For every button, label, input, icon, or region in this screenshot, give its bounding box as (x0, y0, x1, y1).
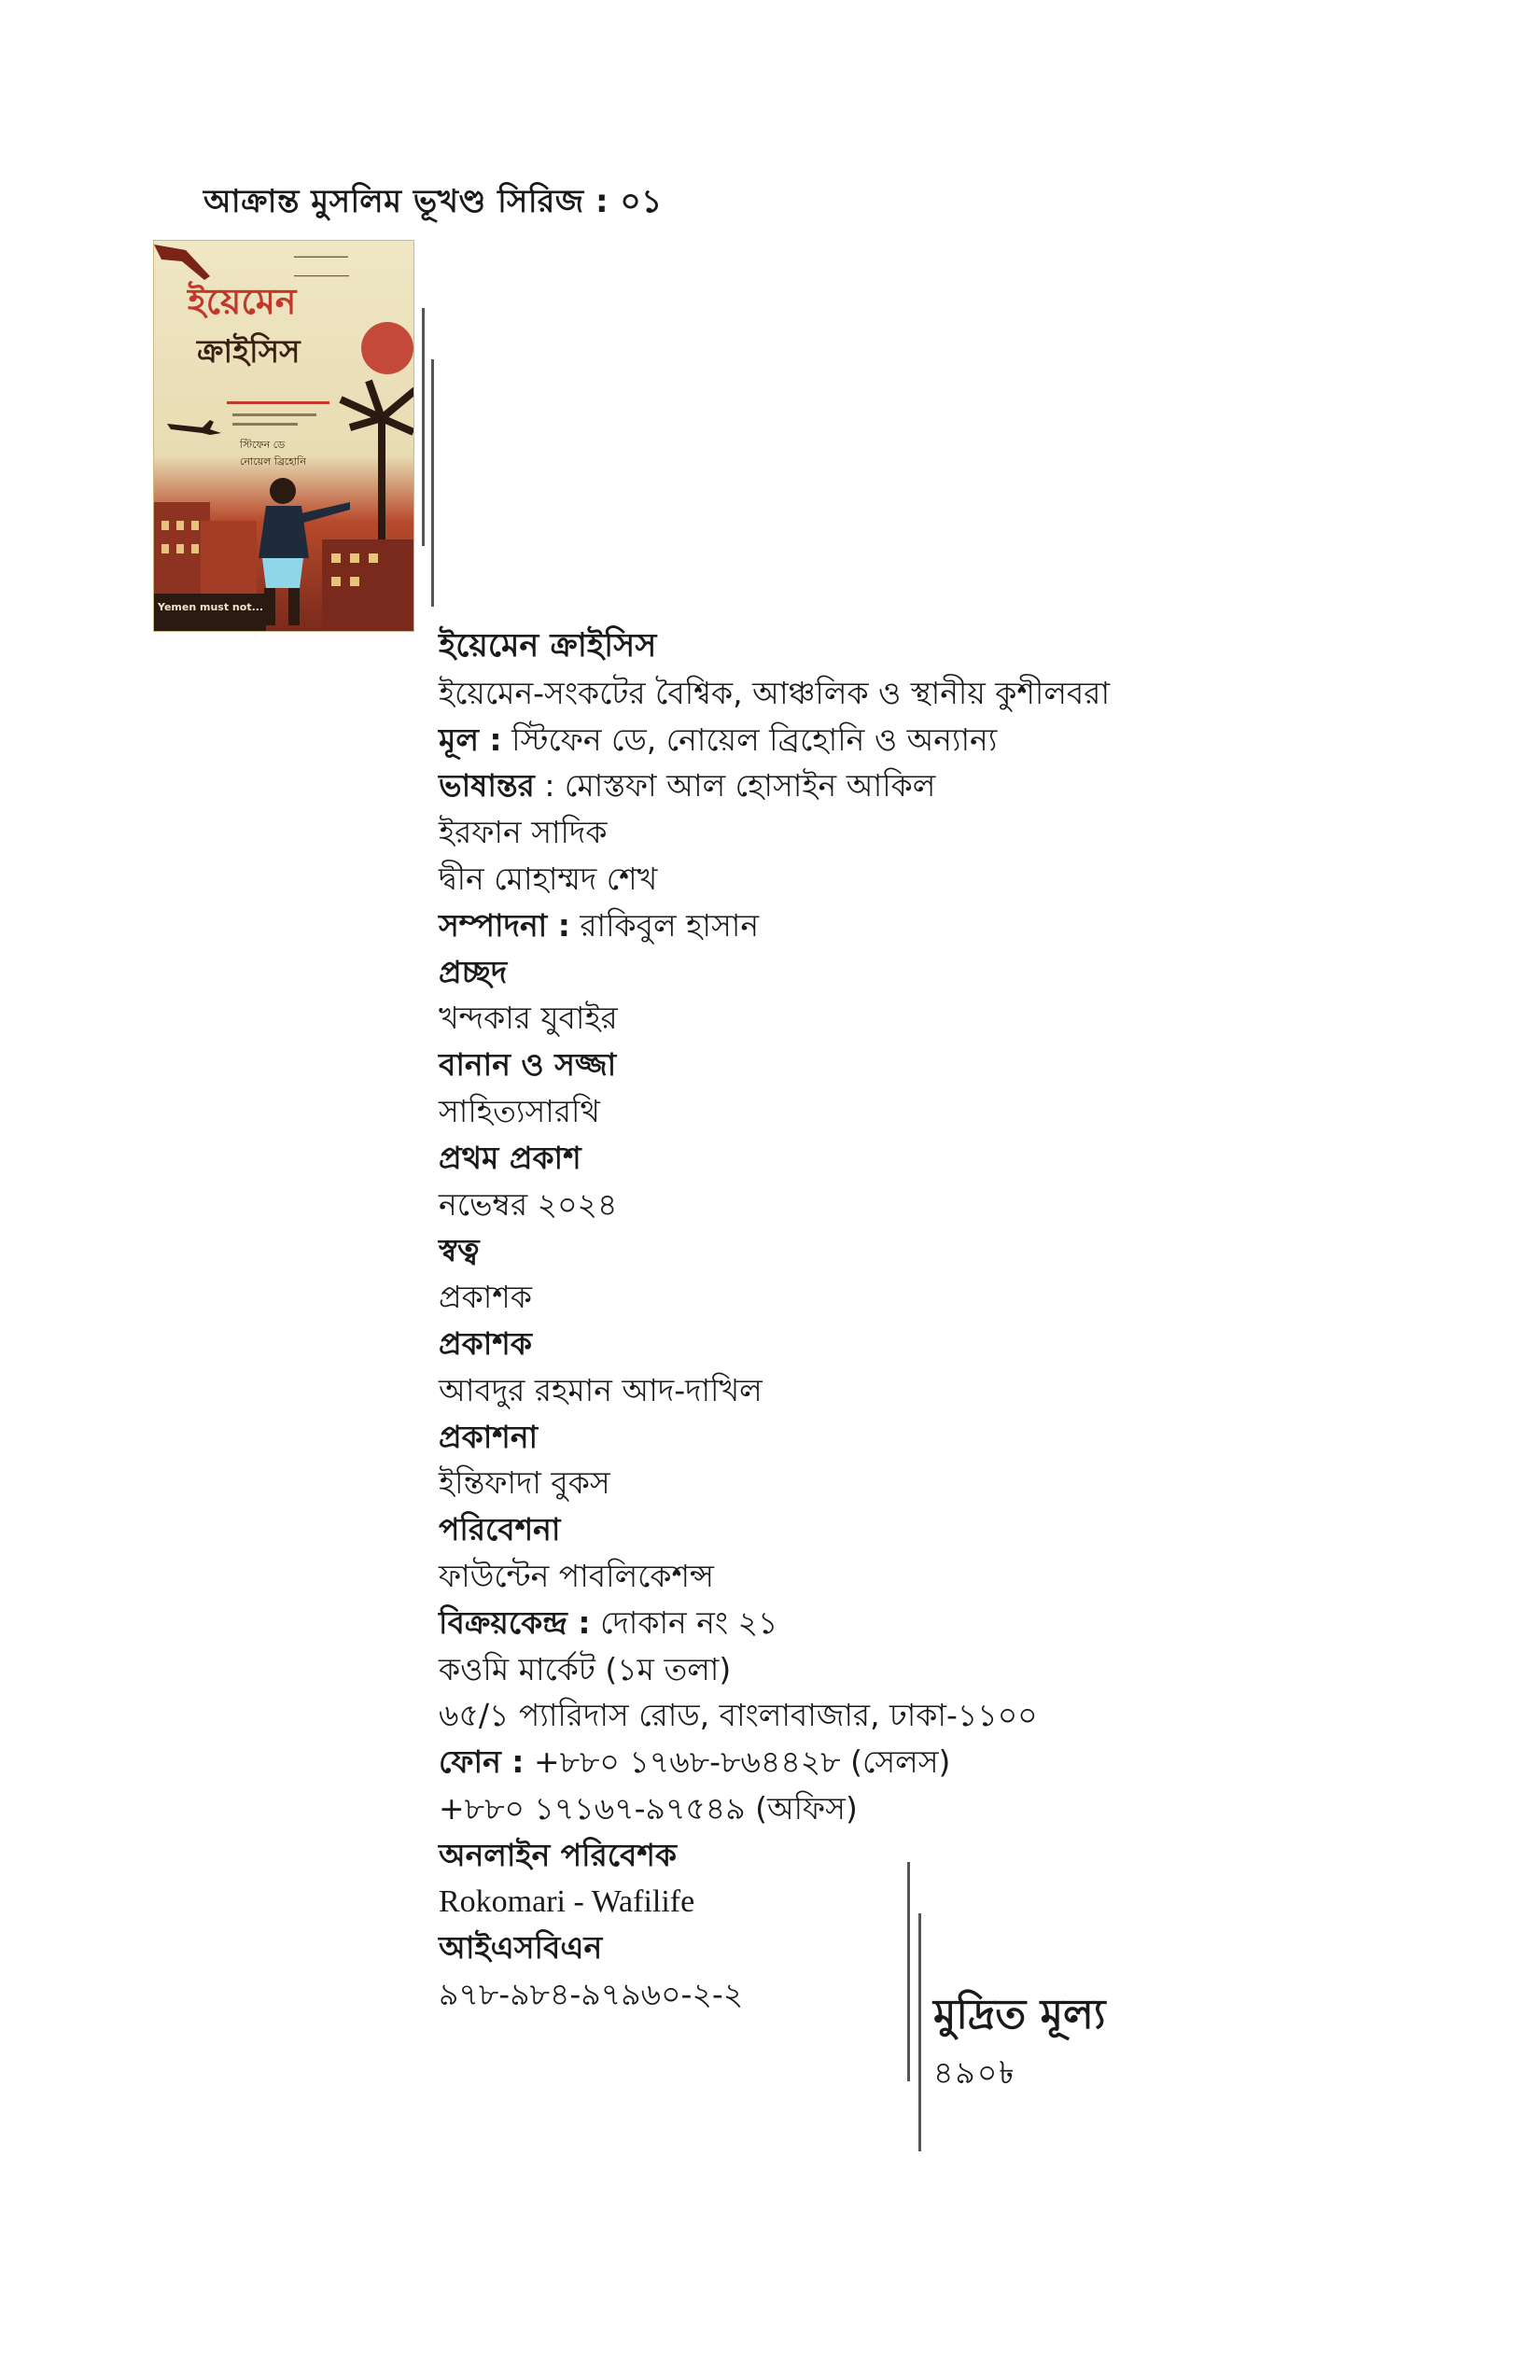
original-label: মূল : (439, 721, 502, 758)
first-publication-label: প্রথম প্রকাশ (439, 1139, 581, 1176)
publisher-label: প্রকাশক (439, 1324, 532, 1362)
rights-label: স্বত্ব (439, 1232, 480, 1269)
cover-authors: স্টিফেন ডে (240, 439, 286, 451)
cover-authors2: নোয়েল ব্রিহোনি (240, 455, 306, 468)
phone-value: +৮৮০ ১৭৬৮-৮৬৪৪২৮ (সেলস) (524, 1743, 951, 1781)
airplane-icon (167, 420, 221, 435)
editing-value: রাকিবুল হাসান (569, 906, 760, 944)
publisher-value: আবদুর রহমান আদ-দাখিল (439, 1371, 763, 1408)
online-distributor-value: Rokomari - Wafilife (439, 1883, 695, 1919)
isbn-value: ৯৭৮-৯৮৪-৯৭৯৬০-২-২ (439, 1976, 744, 2013)
divider-line (422, 308, 425, 546)
distribution-value: ফাউন্টেন পাবলিকেশন্স (439, 1557, 715, 1594)
address-line-2: ৬৫/১ প্যারিদাস রোড, বাংলাবাজার, ঢাকা-১১০০ (439, 1697, 1038, 1734)
cover-title-line2: ক্রাইসিস (197, 333, 301, 371)
translator-3: দ্বীন মোহাম্মদ শেখ (439, 860, 658, 897)
cover-bottom-text: Yemen must not... (158, 601, 264, 613)
price-divider-line (918, 1913, 921, 2151)
book-cover-image (154, 241, 413, 631)
address-line-1: কওমি মার্কেট (১ম তলা) (439, 1650, 732, 1687)
translation-row (439, 763, 1279, 809)
cover-title-line1: ইয়েমেন (188, 281, 297, 322)
printed-price-value: ৪৯০৳ (933, 2054, 1016, 2091)
phone-row (439, 1739, 1279, 1785)
phone-label: ফোন : (439, 1743, 525, 1781)
spelling-label: বানান ও সজ্জা (439, 1046, 617, 1084)
sales-center-row (439, 1600, 1279, 1646)
publication-label: প্রকাশনা (439, 1418, 539, 1455)
editing-label: সম্পাদনা : (439, 906, 570, 944)
cover-design-value: খন্দকার যুবাইর (439, 1000, 618, 1037)
credits-block (439, 623, 1279, 2018)
svg-text:━━━━━━━━━━━━: ━━━━━━━━━━━━ (294, 253, 348, 261)
translation-label: ভাষান্তর (439, 767, 535, 805)
translator-2: ইরফান সাদিক (439, 814, 608, 851)
editing-row (439, 903, 1279, 949)
divider-line (431, 359, 434, 607)
printed-price-label: মুদ্রিত মূল্য (933, 1991, 1106, 2038)
translation-value: : মোস্তফা আল হোসাইন আকিল (534, 767, 936, 805)
isbn-label: আইএসবিএন (439, 1929, 603, 1967)
price-divider-line (907, 1862, 910, 2081)
rights-value: প্রকাশক (439, 1279, 532, 1316)
sales-value: দোকান নং ২১ (590, 1603, 778, 1641)
original-value: স্টিফেন ডে, নোয়েল ব্রিহোনি ও অন্যান্য (501, 721, 998, 758)
series-title: আক্রান্ত মুসলিম ভূখণ্ড সিরিজ : ০১ (203, 183, 663, 220)
cover-design-label: প্রচ্ছদ (439, 953, 508, 990)
publication-value: ইন্তিফাদা বুকস (439, 1464, 610, 1502)
book-subtitle: ইয়েমেন-সংকটের বৈশ্বিক, আঞ্চলিক ও স্থানীয় কুশীলবরা (439, 674, 1111, 711)
online-distributor-label: অনলাইন পরিবেশক (439, 1836, 678, 1873)
svg-text:━━━━━━━━━━━━━━: ━━━━━━━━━━━━━━ (294, 273, 350, 280)
distribution-label: পরিবেশনা (439, 1511, 561, 1548)
sales-label: বিক্রয়কেন্দ্র : (439, 1603, 591, 1641)
phone-2: +৮৮০ ১৭১৬৭-৯৭৫৪৯ (অফিস) (439, 1789, 858, 1827)
rifle-icon (154, 245, 210, 280)
original-author-row (439, 717, 1279, 763)
first-publication-value: নভেম্বর ২০২৪ (439, 1185, 618, 1223)
spelling-value: সাহিত্যসারথি (439, 1092, 600, 1129)
book-title: ইয়েমেন ক্রাইসিস (439, 627, 657, 665)
